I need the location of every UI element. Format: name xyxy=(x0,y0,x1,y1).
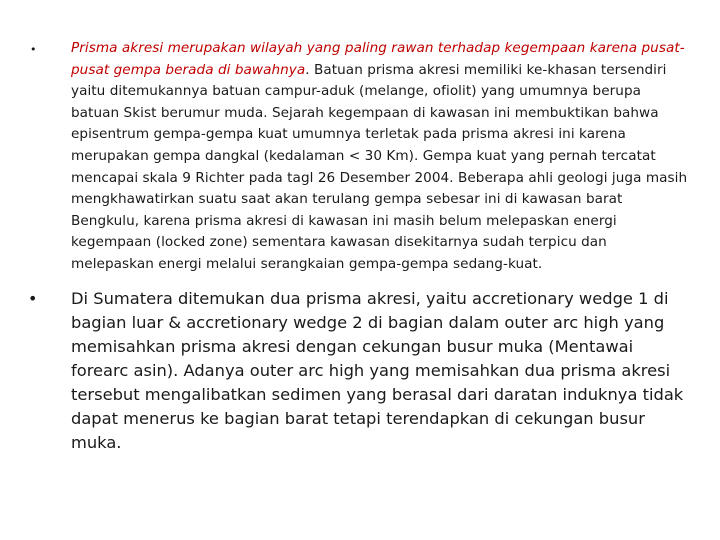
bullet-item-prisma-akresi xyxy=(28,38,688,276)
highlighted-statement: Prisma akresi merupakan wilayah yang paling rawan terhadap kegempaan karena pusat-pusat gempa berada di bawahnya xyxy=(71,40,685,78)
bullet-dot-icon: • xyxy=(30,43,37,56)
bullet-body-text: Di Sumatera ditemukan dua prisma akresi, yaitu accretionary wedge 1 di bagian luar & accretionary wedge 2 di bagian dalam outer arc high yang memisahkan prisma akresi dengan cekungan busur muka (Mentawai forearc asin). Adanya outer arc high yang memisahkan dua prisma akresi tersebut mengalibatkan sedimen yang berasal dari daratan induknya tidak dapat menerus ke bagian barat tetapi terendapkan di cekungan busur muka. xyxy=(71,288,684,452)
bullet-item-sumatera xyxy=(28,287,688,455)
bullet-dot-icon: • xyxy=(28,288,38,308)
bullet-list xyxy=(28,38,688,455)
bullet-body-text: . Batuan prisma akresi memiliki ke-khasan tersendiri yaitu ditemukannya batuan campur-aduk (melange, ofiolit) yang umumnya berupa batuan Skist berumur muda. Sejarah kegempaan di kawasan ini membuktikan bahwa episentrum gempa-gempa kuat umumnya terletak pada prisma akresi ini karena merupakan gempa dangkal (kedalaman < 30 Km). Gempa kuat yang pernah tercatat mencapai skala 9 Richter pada tagl 26 Desember 2004. Beberapa ahli geologi juga masih mengkhawatirkan suatu saat akan terulang gempa sebesar ini di kawasan barat Bengkulu, karena prisma akresi di kawasan ini masih belum melepaskan energi kegempaan (locked zone) sementara kawasan disekitarnya sudah terpicu dan melepaskan energi melalui serangkaian gempa-gempa sedang-kuat. xyxy=(71,61,688,272)
